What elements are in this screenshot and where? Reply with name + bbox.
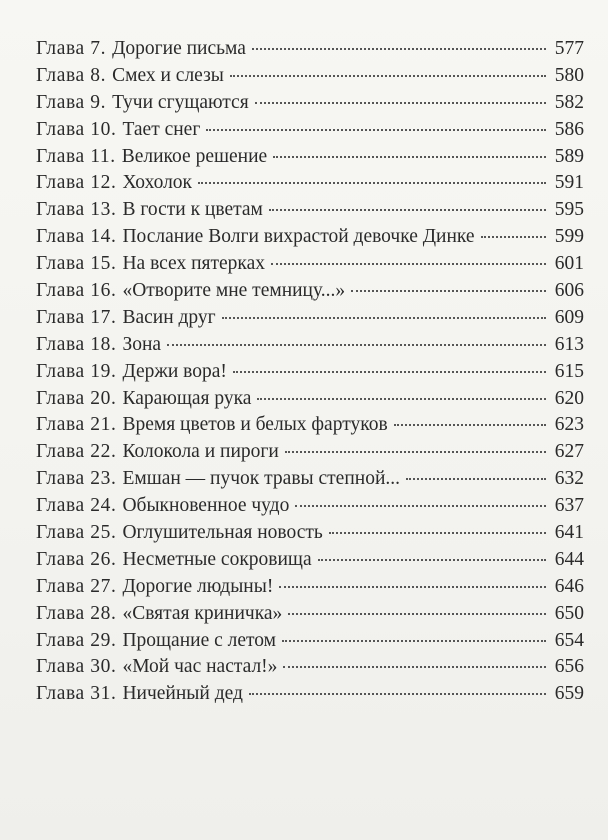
dot-leader [282,640,546,642]
chapter-number: Глава 12. [36,172,117,194]
page-number: 656 [554,656,584,678]
dot-leader [233,371,546,373]
page-number: 615 [554,360,584,382]
page-number: 641 [554,522,584,544]
chapter-title: Емшан — пучок травы степной... [122,468,401,490]
chapter-title: Колокола и пироги [122,441,279,463]
dot-leader [329,532,546,534]
dot-leader [481,236,546,238]
chapter-number: Глава 9. [36,91,107,113]
chapter-title: Прощание с летом [122,629,277,651]
chapter-number: Глава 24. [36,495,117,517]
toc-entry [36,359,584,386]
toc-entry [36,628,584,655]
dot-leader [222,317,546,319]
toc-entry [36,412,584,439]
chapter-title: Время цветов и белых фартуков [122,414,388,436]
chapter-number: Глава 8. [36,64,107,86]
chapter-title: «Отворите мне темницу...» [122,280,346,302]
chapter-title: «Мой час настал!» [122,656,278,678]
dot-leader [230,75,546,77]
toc-entry [36,574,584,601]
chapter-title: Тает снег [122,118,201,140]
chapter-number: Глава 30. [36,656,117,678]
dot-leader [198,182,546,184]
page-number: 599 [554,226,584,248]
page-number: 591 [554,172,584,194]
toc-entry [36,197,584,224]
chapter-title: Смех и слезы [112,64,224,86]
chapter-title: Дорогие людыны! [122,575,274,597]
chapter-number: Глава 29. [36,629,117,651]
chapter-title: «Святая криничка» [122,602,283,624]
chapter-number: Глава 7. [36,38,107,59]
dot-leader [318,559,546,561]
chapter-number: Глава 15. [36,253,117,275]
dot-leader [279,586,546,588]
chapter-title: Оглушительная новость [122,522,323,544]
page-number: 632 [554,468,584,490]
toc-entry [36,170,584,197]
toc-entry [36,601,584,628]
toc-entry [36,305,584,332]
chapter-number: Глава 14. [36,226,117,248]
page-number: 577 [554,38,584,59]
page-number: 637 [554,495,584,517]
dot-leader [273,156,546,158]
page-number: 623 [554,414,584,436]
chapter-title: Ничейный дед [122,683,243,705]
dot-leader [295,505,546,507]
table-of-contents [36,36,584,708]
chapter-title: Обыкновенное чудо [122,495,290,517]
chapter-title: Дорогие письма [112,38,246,59]
chapter-number: Глава 27. [36,575,117,597]
toc-entry [36,681,584,708]
page-number: 595 [554,199,584,221]
toc-entry [36,466,584,493]
dot-leader [271,263,546,265]
dot-leader [206,129,546,131]
chapter-title: Держи вора! [122,360,227,382]
chapter-number: Глава 11. [36,145,116,167]
dot-leader [406,478,546,480]
toc-entry [36,520,584,547]
chapter-title: Послание Волги вихрастой девочке Динке [122,226,475,248]
chapter-number: Глава 22. [36,441,117,463]
chapter-title: Васин друг [122,306,216,328]
chapter-title: Хохолок [122,172,193,194]
dot-leader [257,398,546,400]
page-number: 613 [554,333,584,355]
dot-leader [394,424,546,426]
page-number: 580 [554,64,584,86]
chapter-number: Глава 19. [36,360,117,382]
toc-entry [36,251,584,278]
dot-leader [269,209,546,211]
toc-entry [36,386,584,413]
toc-entry [36,278,584,305]
chapter-number: Глава 31. [36,683,117,705]
toc-entry [36,654,584,681]
chapter-number: Глава 21. [36,414,117,436]
chapter-number: Глава 10. [36,118,117,140]
page-number: 659 [554,683,584,705]
toc-entry [36,493,584,520]
chapter-title: Тучи сгущаются [112,91,249,113]
dot-leader [288,613,546,615]
chapter-number: Глава 16. [36,280,117,302]
page-number: 650 [554,602,584,624]
chapter-number: Глава 28. [36,602,117,624]
page-number: 589 [554,145,584,167]
chapter-title: На всех пятерках [122,253,265,275]
chapter-title: Несметные сокровища [122,548,312,570]
dot-leader [351,290,546,292]
chapter-title: Зона [122,333,162,355]
page-number: 609 [554,306,584,328]
chapter-number: Глава 20. [36,387,117,409]
chapter-title: Великое решение [121,145,268,167]
page-number: 582 [554,91,584,113]
dot-leader [255,102,546,104]
dot-leader [283,666,546,668]
page-number: 646 [554,575,584,597]
chapter-number: Глава 26. [36,548,117,570]
dot-leader [249,693,546,695]
dot-leader [167,344,546,346]
page-number: 601 [554,253,584,275]
chapter-number: Глава 25. [36,522,117,544]
page-number: 644 [554,548,584,570]
chapter-number: Глава 17. [36,306,117,328]
toc-entry [36,36,584,63]
page-number: 654 [554,629,584,651]
toc-entry [36,439,584,466]
toc-entry [36,547,584,574]
dot-leader [285,451,546,453]
chapter-number: Глава 23. [36,468,117,490]
toc-entry [36,90,584,117]
toc-entry [36,332,584,359]
dot-leader [252,48,546,50]
toc-entry [36,224,584,251]
chapter-title: Карающая рука [122,387,252,409]
page-number: 627 [554,441,584,463]
toc-entry [36,144,584,171]
chapter-title: В гости к цветам [122,199,263,221]
page-number: 620 [554,387,584,409]
page-number: 586 [554,118,584,140]
page-number: 606 [554,280,584,302]
chapter-number: Глава 13. [36,199,117,221]
chapter-number: Глава 18. [36,333,117,355]
toc-entry [36,117,584,144]
toc-entry [36,63,584,90]
